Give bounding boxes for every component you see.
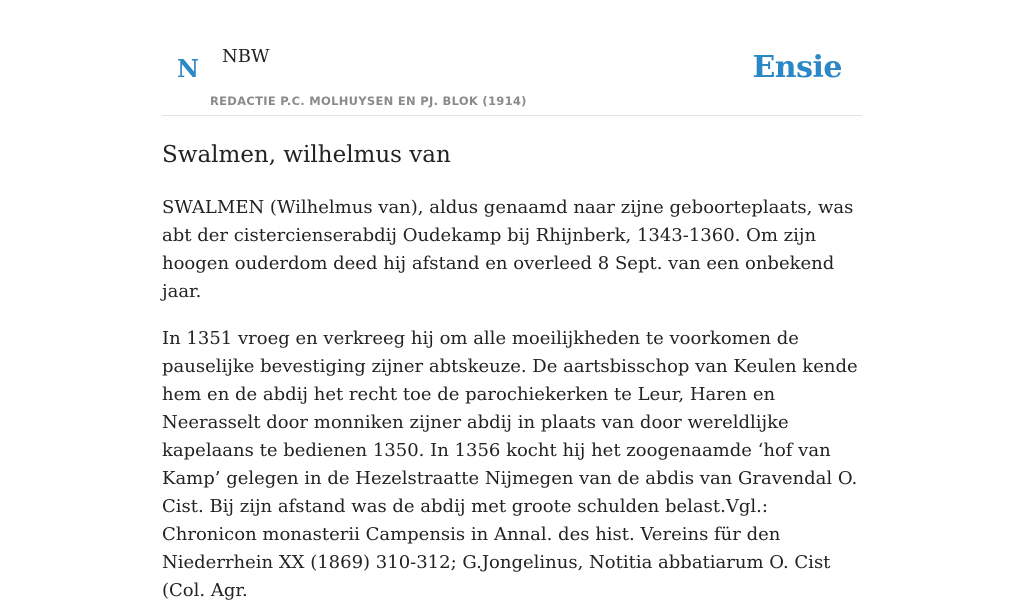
page-title: Swalmen, wilhelmus van xyxy=(162,142,451,168)
brand-logo[interactable]: Ensie xyxy=(752,50,842,85)
source-name[interactable]: NBW xyxy=(222,46,270,67)
header xyxy=(162,0,862,116)
source-editor: REDACTIE P.C. MOLHUYSEN EN PJ. BLOK (1914) xyxy=(210,94,527,108)
article-paragraph-2: In 1351 vroeg en verkreeg hij om alle moeilijkheden te voorkomen de pauselijke bevestiging zijner abtskeuze. De aartsbisschop van Keulen kende hem en de abdij het recht toe de parochiekerken te Leur, Haren en Neerasselt door monniken zijner abdij in plaats van door wereldlijke kapelaans te bedienen 1350. In 1356 kocht hij het zoogenaamde ‘hof van Kamp’ gelegen in de Hezelstraatte Nijmegen van de abdis van Gravendal O. Cist. Bij zijn afstand was de abdij met groote schulden belast.Vgl.: Chronicon monasterii Campensis in Annal. des hist. Vereins für den Niederrhein XX (1869) 310-312; G.Jongelinus, Notitia abbatiarum O. Cist (Col. Agr. xyxy=(162,328,858,601)
page xyxy=(162,0,862,605)
source-logo[interactable]: N xyxy=(177,54,199,83)
article-paragraph-1: SWALMEN (Wilhelmus van), aldus genaamd naar zijne geboorteplaats, was abt der cistercienserabdij Oudekamp bij Rhijnberk, 1343-1360. Om zijn hoogen ouderdom deed hij afstand en overleed 8 Sept. van een onbekend jaar. xyxy=(162,197,854,302)
